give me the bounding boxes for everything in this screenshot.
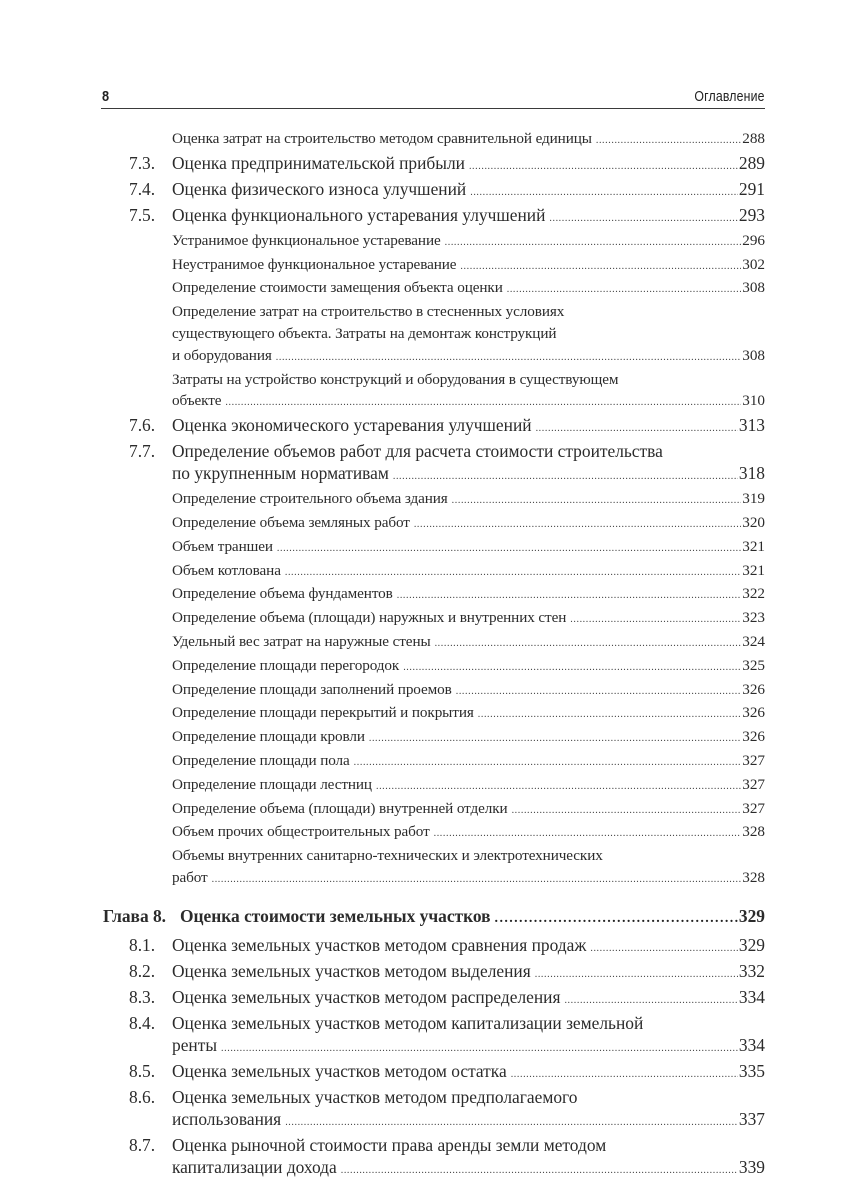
toc-section-entry[interactable] (101, 1060, 765, 1086)
entry-number: 8.1. (129, 934, 156, 955)
toc-subsection-entry[interactable] (101, 774, 765, 798)
entry-title-line: Определение площади перекрытий и покрытия (172, 704, 474, 722)
toc-section-entry[interactable] (101, 960, 765, 986)
page-reference[interactable]: 337 (738, 1108, 765, 1129)
entry-title-line: капитализации дохода (172, 1156, 337, 1177)
entry-body (172, 726, 765, 750)
dot-leader (536, 418, 738, 440)
entry-title-line: Оценка земельных участков методом выделения (172, 960, 531, 981)
dot-leader (549, 208, 738, 230)
toc-subsection-entry[interactable] (101, 726, 765, 750)
entry-body (172, 1134, 765, 1182)
page-reference[interactable]: 327 (742, 751, 765, 769)
toc-subsection-entry[interactable] (101, 679, 765, 703)
entry-number: 8.7. (129, 1134, 156, 1155)
entry-title-line: Удельный вес затрат на наружные стены (172, 632, 431, 650)
entry-title-line: Затраты на устройство конструкций и оборудования в существующем (172, 370, 619, 388)
entry-last-line (172, 277, 765, 301)
page-reference[interactable]: 325 (742, 656, 765, 674)
toc-subsection-entry[interactable] (101, 583, 765, 607)
toc-section-entry[interactable] (101, 178, 765, 204)
entry-title-line: Определение площади пола (172, 751, 350, 769)
page-reference[interactable]: 302 (742, 255, 765, 273)
entry-title-line: Оценка экономического устаревания улучшений (172, 415, 532, 436)
page-reference[interactable]: 334 (738, 1034, 765, 1055)
entry-title-line: Оценка затрат на строительство методом сравнительной единицы (172, 130, 592, 147)
entry-body (172, 301, 765, 368)
page-reference[interactable]: 288 (742, 130, 765, 147)
entry-number: 7.6. (129, 415, 156, 436)
page-reference[interactable]: 308 (742, 279, 765, 297)
page-reference[interactable]: 291 (738, 178, 765, 199)
entry-title-line: Неустранимое функциональное устаревание (172, 255, 457, 273)
page-reference[interactable]: 326 (742, 680, 765, 698)
page-reference[interactable]: 319 (742, 490, 765, 508)
dot-leader (354, 752, 742, 774)
toc-subsection-entry[interactable] (101, 845, 765, 891)
dot-leader (596, 130, 741, 152)
entry-body (172, 512, 765, 536)
toc-subsection-entry[interactable] (101, 301, 765, 368)
entry-body (172, 583, 765, 607)
entry-title-line: по укрупненным нормативам (172, 463, 389, 484)
entry-number: 7.5. (129, 204, 156, 225)
toc-section-entry[interactable] (101, 1134, 765, 1182)
entry-title-line: Оценка рыночной стоимости права аренды земли методом (172, 1134, 607, 1155)
entry-title-line: Оценка физического износа улучшений (172, 178, 467, 199)
entry-title-line: Определение объема (площади) внутренней отделки (172, 799, 508, 817)
entry-last-line (172, 414, 765, 440)
toc-subsection-entry[interactable] (101, 607, 765, 631)
toc-subsection-entry[interactable] (101, 512, 765, 536)
dot-leader (397, 585, 741, 607)
toc-section-entry[interactable] (101, 986, 765, 1012)
entry-title-line: Оценка земельных участков методом сравнения продаж (172, 934, 587, 955)
page-reference[interactable]: 324 (742, 632, 765, 650)
toc-subsection-entry[interactable] (101, 655, 765, 679)
entry-body (172, 1012, 765, 1060)
entry-body (172, 774, 765, 798)
entry-body (172, 679, 765, 703)
entry-body (172, 986, 765, 1012)
entry-title-line: Оценка земельных участков методом остатка (172, 1060, 507, 1081)
entry-last-line (172, 1156, 765, 1182)
entry-body (172, 631, 765, 655)
entry-last-line (172, 631, 765, 655)
page-reference[interactable]: 289 (738, 152, 765, 173)
entry-last-line (172, 254, 765, 278)
entry-body (172, 934, 765, 960)
page-reference[interactable]: 327 (742, 775, 765, 793)
entry-last-line (172, 152, 765, 178)
page-reference[interactable]: 334 (738, 986, 765, 1007)
dot-leader (403, 657, 741, 679)
dot-leader (535, 964, 738, 986)
entry-last-line (172, 607, 765, 631)
toc-subsection-entry[interactable] (101, 702, 765, 726)
dot-leader (221, 1038, 738, 1060)
entry-title-line: Определение площади лестниц (172, 775, 372, 793)
entry-last-line (172, 390, 765, 414)
page-number: 8 (102, 88, 110, 105)
entry-last-line (172, 512, 765, 536)
page-reference[interactable]: 328 (742, 823, 765, 841)
page-reference[interactable]: 310 (742, 392, 765, 410)
entry-body (172, 204, 765, 230)
dot-leader (495, 908, 738, 930)
entry-last-line (172, 128, 765, 152)
entry-body (172, 702, 765, 726)
dot-leader (376, 776, 741, 798)
toc-section-entry[interactable] (101, 440, 765, 488)
entry-title-line: Оценка земельных участков методом капитализации земельной (172, 1012, 644, 1033)
entry-body (172, 277, 765, 301)
entry-title-line: Определение строительного объема здания (172, 490, 448, 508)
dot-leader (277, 538, 741, 560)
entry-number: 8.5. (129, 1060, 156, 1081)
entry-title-line: Объемы внутренних санитарно-технических и электротехнических (172, 847, 603, 865)
entry-number: 7.4. (129, 178, 156, 199)
dot-leader (393, 466, 738, 488)
dot-leader (369, 728, 741, 750)
page-reference[interactable]: 321 (742, 561, 765, 579)
entry-body (180, 905, 765, 930)
entry-title-line: Объем котлована (172, 561, 281, 579)
entry-body (172, 369, 765, 415)
toc-section-entry[interactable] (101, 414, 765, 440)
running-header (101, 88, 765, 109)
entry-last-line (172, 960, 765, 986)
toc-subsection-entry[interactable] (101, 631, 765, 655)
entry-body (172, 560, 765, 584)
entry-body (172, 128, 765, 152)
entry-body (172, 536, 765, 560)
dot-leader (511, 1064, 738, 1086)
entry-title-line: Устранимое функциональное устаревание (172, 231, 441, 249)
entry-number: 8.6. (129, 1086, 156, 1107)
dot-leader (590, 938, 738, 960)
entry-last-line (172, 679, 765, 703)
page-reference[interactable]: 335 (738, 1060, 765, 1081)
entry-last-line (172, 583, 765, 607)
entry-body (172, 488, 765, 512)
toc-section-entry[interactable] (101, 1086, 765, 1134)
entry-title-line: Определение объема (площади) наружных и внутренних стен (172, 609, 567, 627)
entry-body (172, 750, 765, 774)
entry-last-line (172, 560, 765, 584)
dot-leader (212, 869, 742, 891)
toc-subsection-entry[interactable] (101, 230, 765, 254)
page-reference[interactable]: 332 (738, 960, 765, 981)
entry-title-line: Определение площади кровли (172, 728, 365, 746)
entry-title-line: существующего объекта. Затраты на демонтаж конструкций (172, 324, 557, 342)
page-reference[interactable]: 339 (738, 1156, 765, 1177)
dot-leader (341, 1160, 738, 1182)
dot-leader (225, 392, 741, 414)
entry-title-line: работ (172, 868, 208, 886)
page-reference[interactable]: 329 (738, 905, 765, 926)
page-reference[interactable]: 308 (742, 346, 765, 364)
entry-number: 8.4. (129, 1012, 156, 1033)
entry-last-line (172, 536, 765, 560)
dot-leader (276, 347, 741, 369)
entry-last-line (172, 798, 765, 822)
page-reference[interactable]: 326 (742, 728, 765, 746)
toc-section-entry[interactable] (101, 204, 765, 230)
page-reference[interactable]: 313 (738, 415, 765, 436)
table-of-contents (101, 128, 765, 1182)
page-reference[interactable]: 293 (738, 204, 765, 225)
entry-body (172, 655, 765, 679)
entry-title-line: Определение объема земляных работ (172, 513, 410, 531)
entry-last-line (172, 702, 765, 726)
entry-last-line (172, 867, 765, 891)
dot-leader (456, 681, 742, 703)
entry-title-line: Определение площади заполнений проемов (172, 680, 452, 698)
dot-leader (434, 823, 742, 845)
entry-last-line (172, 986, 765, 1012)
entry-last-line (172, 1034, 765, 1060)
page-reference[interactable]: 323 (742, 609, 765, 627)
entry-title-line: Определение затрат на строительство в стесненных условиях (172, 303, 565, 321)
entry-body (172, 845, 765, 891)
entry-title-line: Определение объема фундаментов (172, 585, 393, 603)
running-title: Оглавление (694, 88, 765, 105)
entry-last-line (172, 726, 765, 750)
entry-number: Глава 8. (103, 905, 167, 926)
entry-number: 7.3. (129, 152, 156, 173)
dot-leader (512, 800, 742, 822)
dot-leader (470, 182, 738, 204)
page-reference[interactable]: 329 (738, 934, 765, 955)
entry-title-line: и оборудования (172, 346, 272, 364)
entry-last-line (172, 655, 765, 679)
entry-body (172, 607, 765, 631)
entry-body (172, 821, 765, 845)
toc-section-entry[interactable] (101, 934, 765, 960)
entry-title-line: Оценка предпринимательской прибыли (172, 152, 465, 173)
dot-leader (460, 256, 741, 278)
page-reference[interactable]: 326 (742, 704, 765, 722)
entry-last-line (172, 462, 765, 488)
page-reference[interactable]: 328 (742, 868, 765, 886)
entry-body (172, 152, 765, 178)
page-reference[interactable]: 320 (742, 513, 765, 531)
page-reference[interactable]: 321 (742, 537, 765, 555)
toc-subsection-entry[interactable] (101, 560, 765, 584)
dot-leader (285, 1112, 738, 1134)
toc-subsection-entry[interactable] (101, 750, 765, 774)
toc-subsection-entry[interactable] (101, 488, 765, 512)
toc-subsection-entry[interactable] (101, 821, 765, 845)
entry-title-line: Оценка земельных участков методом распределения (172, 986, 561, 1007)
entry-number: 8.2. (129, 960, 156, 981)
entry-body (172, 230, 765, 254)
entry-title-line: объекте (172, 392, 222, 410)
entry-last-line (172, 750, 765, 774)
toc-section-entry[interactable] (101, 1012, 765, 1060)
page-reference[interactable]: 322 (742, 585, 765, 603)
toc-chapter-entry[interactable] (101, 905, 765, 930)
toc-subsection-entry[interactable] (101, 798, 765, 822)
page-reference[interactable]: 327 (742, 799, 765, 817)
entry-title-line: Оценка функционального устаревания улучшений (172, 204, 546, 225)
entry-body (172, 798, 765, 822)
dot-leader (414, 514, 741, 536)
dot-leader (507, 279, 741, 301)
entry-number: 7.7. (129, 441, 156, 462)
entry-title-line: Определение объемов работ для расчета стоимости строительства (172, 441, 663, 462)
entry-last-line (180, 905, 765, 930)
entry-last-line (172, 1108, 765, 1134)
entry-body (172, 178, 765, 204)
entry-body (172, 414, 765, 440)
dot-leader (570, 609, 741, 631)
entry-title-line: ренты (172, 1034, 218, 1055)
entry-last-line (172, 821, 765, 845)
dot-leader (445, 232, 742, 254)
entry-body (172, 960, 765, 986)
page-reference[interactable]: 296 (742, 231, 765, 249)
entry-title-line: Определение площади перегородок (172, 656, 400, 674)
toc-section-entry[interactable] (101, 152, 765, 178)
entry-title-line: Оценка земельных участков методом предполагаемого (172, 1086, 578, 1107)
page-reference[interactable]: 318 (738, 463, 765, 484)
entry-last-line (172, 934, 765, 960)
toc-subsection-entry[interactable] (101, 277, 765, 301)
toc-subsection-entry[interactable] (101, 536, 765, 560)
dot-leader (564, 990, 737, 1012)
entry-body (172, 1086, 765, 1134)
toc-subsection-entry[interactable] (101, 128, 765, 152)
entry-last-line (172, 774, 765, 798)
entry-title-line: Определение стоимости замещения объекта оценки (172, 279, 503, 297)
entry-body (172, 254, 765, 278)
dot-leader (469, 156, 738, 178)
dot-leader (435, 633, 742, 655)
entry-last-line (172, 1060, 765, 1086)
dot-leader (452, 490, 742, 512)
entry-last-line (172, 345, 765, 369)
entry-last-line (172, 178, 765, 204)
toc-subsection-entry[interactable] (101, 369, 765, 415)
entry-last-line (172, 488, 765, 512)
entry-title-line: Объем траншеи (172, 537, 273, 555)
entry-title-line: использования (172, 1108, 282, 1129)
entry-title-line: Оценка стоимости земельных участков (180, 905, 491, 926)
dot-leader (285, 562, 741, 584)
entry-title-line: Объем прочих общестроительных работ (172, 823, 430, 841)
entry-last-line (172, 204, 765, 230)
entry-number: 8.3. (129, 986, 156, 1007)
entry-last-line (172, 230, 765, 254)
dot-leader (478, 704, 741, 726)
toc-subsection-entry[interactable] (101, 254, 765, 278)
entry-body (172, 1060, 765, 1086)
entry-body (172, 440, 765, 488)
